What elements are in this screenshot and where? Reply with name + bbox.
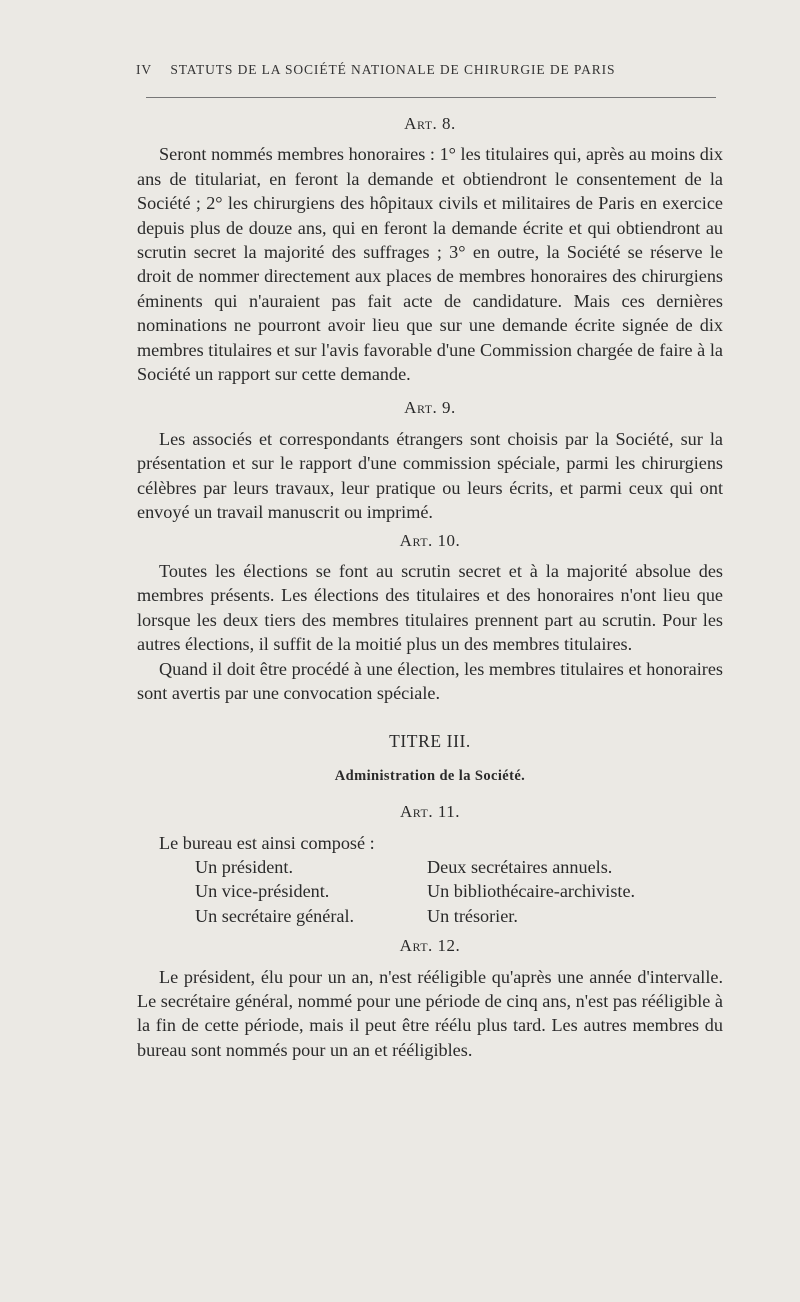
article-12-text: Le président, élu pour un an, n'est rééligible qu'après une année d'intervalle. Le secrétaire général, nommé pour une période de cinq ans, n'est pas rééligible à la fin de cette période, mais il peut être réélu plus tard. Les autres membres du bureau sont nommés pour un an et rééligibles. xyxy=(137,966,723,1060)
header-rule xyxy=(146,97,716,98)
article-8-text: Seront nommés membres honoraires : 1° les titulaires qui, après au moins dix ans de titulariat, en feront la demande et obtiendront le consentement de la Société ; 2° les chirurgiens des hôpitaux civils et militaires de Paris en exercice depuis plus de douze ans, qui en feront la demande écrite et qui obtiendront au scrutin secret la majorité des suffrages ; 3° en outre, la Société se réserve le droit de nommer directement aux places de membres honoraires des chirurgiens éminents qui n'auraient pas fait acte de candidature. Mais ces dernières nominations ne pourront avoir lieu que sur une demande écrite signée de dix membres titulaires et sur l'avis favorable d'une Commission chargée de faire à la Société un rapport sur cette demande. xyxy=(137,144,723,385)
bureau-member: Un trésorier. xyxy=(427,905,518,926)
page-number: IV xyxy=(136,62,153,77)
running-header xyxy=(136,62,726,78)
titre-heading: TITRE III. xyxy=(389,731,471,752)
bureau-member: Un président. xyxy=(195,856,293,877)
article-10-text-1: Toutes les élections se font au scrutin secret et à la majorité absolue des membres présents. Les élections des titulaires et des honoraires n'ont lieu que lorsque les deux tiers des membres titulaires prennent part au scrutin. Pour les autres élections, il suffit de la moitié plus un des membres titulaires. xyxy=(137,560,723,655)
article-10-text-2: Quand il doit être procédé à une élection, les membres titulaires et honoraires sont avertis par une convocation spéciale. xyxy=(137,658,723,703)
article-12-heading: Art. 12. xyxy=(399,936,461,956)
titre-subtitle: Administration de la Société. xyxy=(334,767,526,784)
article-10-heading: Art. 10. xyxy=(399,530,461,550)
article-11-heading: Art. 11. xyxy=(399,802,460,822)
bureau-member: Deux secrétaires annuels. xyxy=(427,856,613,877)
bureau-member: Un vice-président. xyxy=(195,881,330,902)
running-title: STATUTS DE LA SOCIÉTÉ NATIONALE DE CHIRURGIE DE PARIS xyxy=(170,62,616,77)
page-body xyxy=(137,112,723,1062)
article-9-heading: Art. 9. xyxy=(404,398,456,418)
bureau-list xyxy=(137,855,723,928)
bureau-member: Un bibliothécaire-archiviste. xyxy=(427,881,636,902)
article-11-intro: Le bureau est ainsi composé : xyxy=(159,832,375,853)
bureau-member: Un secrétaire général. xyxy=(195,905,355,926)
article-9-text: Les associés et correspondants étrangers sont choisis par la Société, sur la présentation et sur le rapport d'une commission spéciale, parmi les chirurgiens célèbres par leurs travaux, leur pratique ou leurs écrits, et parmi ceux qui ont envoyé un travail manuscrit ou imprimé. xyxy=(137,428,723,523)
article-8-heading: Art. 8. xyxy=(404,114,456,133)
